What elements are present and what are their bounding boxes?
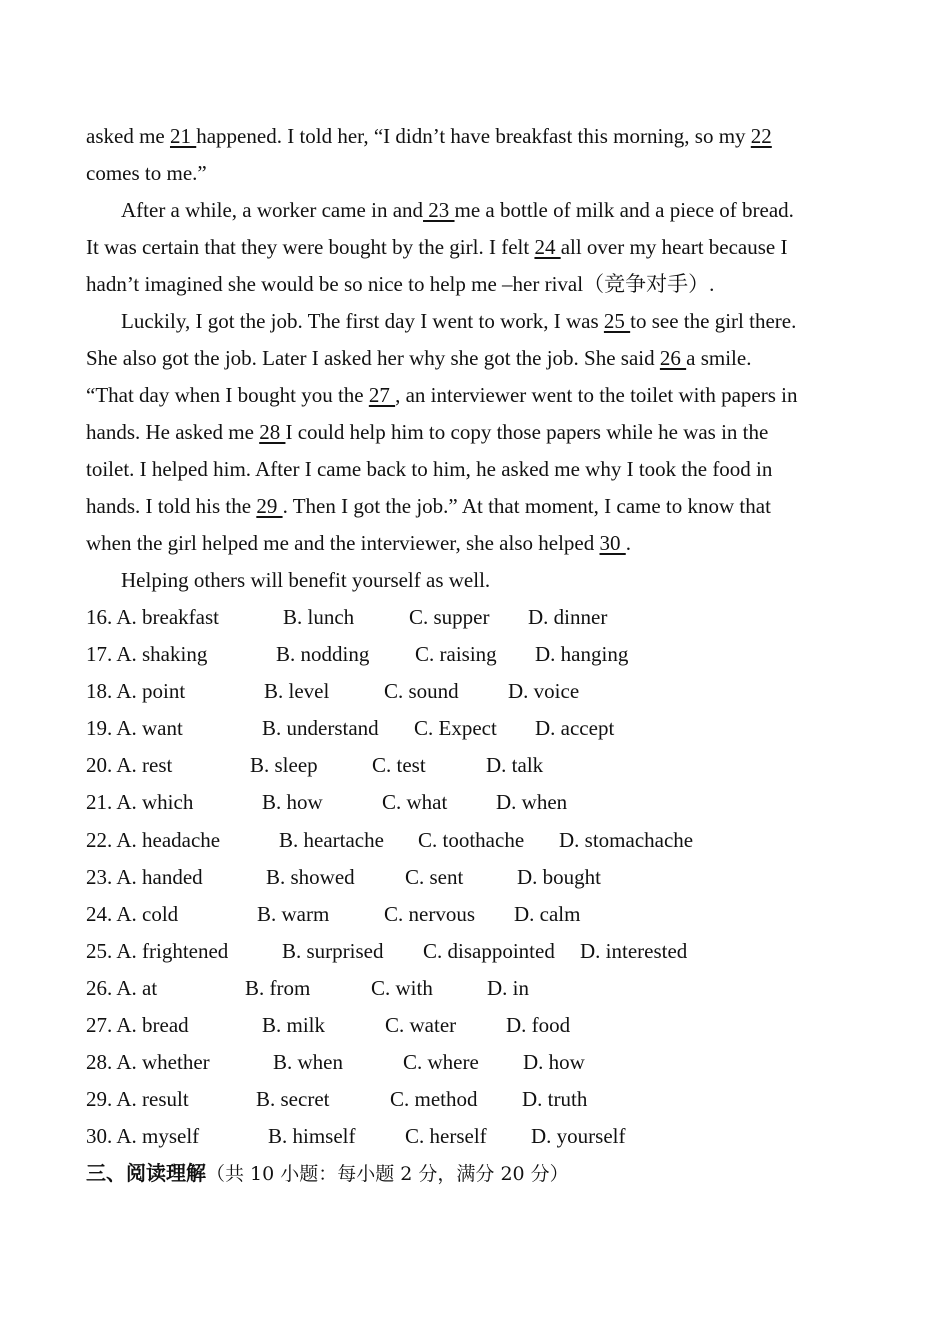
answer-blank: 30 bbox=[599, 531, 626, 555]
passage-text: happened. I told her, “I didn’t have breakfast this morning, so my bbox=[196, 124, 751, 148]
question-number-option-a: 18. A. point bbox=[86, 679, 186, 704]
passage-line bbox=[86, 303, 866, 340]
question-row bbox=[86, 673, 866, 710]
option-d: D. truth bbox=[522, 1087, 588, 1112]
option-d: D. yourself bbox=[531, 1124, 626, 1149]
question-number-option-a: 17. A. shaking bbox=[86, 642, 208, 667]
passage-text: , an interviewer went to the toilet with papers in bbox=[395, 383, 798, 407]
answer-blank: 22 bbox=[750, 124, 772, 148]
option-d: D. dinner bbox=[528, 605, 608, 629]
passage-line bbox=[86, 488, 866, 525]
answer-blank: 27 bbox=[368, 383, 396, 407]
option-c: C. what bbox=[382, 790, 448, 815]
option-b: B. secret bbox=[256, 1087, 330, 1112]
option-b: B. sleep bbox=[250, 753, 318, 778]
passage-text: I could help him to copy those papers while he was in the bbox=[285, 420, 769, 444]
option-c: C. disappointed bbox=[423, 938, 555, 963]
answer-blank: 21 bbox=[169, 124, 197, 148]
exam-page bbox=[86, 118, 866, 1192]
passage-text: toilet. I helped him. After I came back to him, he asked me why I took the food in bbox=[86, 457, 773, 481]
question-row bbox=[86, 1081, 866, 1118]
option-b: B. warm bbox=[257, 901, 330, 926]
question-number-option-a: 22. A. headache bbox=[86, 827, 221, 852]
question-number-option-a: 16. A. breakfast bbox=[86, 605, 219, 629]
passage-line bbox=[86, 377, 866, 414]
question-number-option-a: 20. A. rest bbox=[86, 753, 173, 778]
passage-text: . Then I got the job.” At that moment, I came to know that bbox=[282, 494, 771, 518]
option-b: B. when bbox=[273, 1050, 343, 1075]
option-d: D. food bbox=[506, 1013, 571, 1038]
passage-line bbox=[86, 192, 866, 229]
question-number-option-a: 26. A. at bbox=[86, 975, 158, 1000]
option-c: C. Expect bbox=[414, 716, 497, 741]
option-d: D. accept bbox=[535, 716, 615, 741]
option-b: B. level bbox=[264, 679, 330, 704]
option-b: B. lunch bbox=[283, 605, 355, 629]
option-d: D. in bbox=[487, 975, 529, 1000]
question-number-option-a: 27. A. bread bbox=[86, 1013, 189, 1038]
option-b: B. nodding bbox=[276, 642, 370, 667]
passage-text: comes to me.” bbox=[86, 161, 207, 185]
section-title: 三、阅读理解 bbox=[86, 1161, 206, 1186]
option-c: C. nervous bbox=[384, 901, 475, 926]
question-number-option-a: 21. A. which bbox=[86, 790, 194, 815]
question-number-option-a: 30. A. myself bbox=[86, 1124, 200, 1149]
passage-text: asked me bbox=[86, 124, 170, 148]
option-b: B. showed bbox=[266, 864, 355, 889]
question-row bbox=[86, 636, 866, 673]
passage-line bbox=[86, 155, 866, 192]
passage-text: hands. He asked me bbox=[86, 420, 260, 444]
question-row bbox=[86, 933, 866, 970]
answer-blank: 26 bbox=[659, 346, 687, 370]
option-c: C. supper bbox=[409, 605, 490, 629]
option-b: B. heartache bbox=[279, 827, 384, 852]
option-c: C. where bbox=[403, 1050, 479, 1075]
question-row bbox=[86, 859, 866, 896]
option-b: B. from bbox=[245, 975, 311, 1000]
passage-line bbox=[86, 525, 866, 562]
answer-blank: 29 bbox=[256, 494, 283, 518]
passage-text: “That day when I bought you the bbox=[86, 383, 369, 407]
passage-line bbox=[86, 562, 866, 599]
option-d: D. voice bbox=[508, 679, 580, 704]
option-b: B. milk bbox=[262, 1013, 326, 1038]
passage-line bbox=[86, 451, 866, 488]
option-c: C. method bbox=[390, 1087, 478, 1112]
passage-line bbox=[86, 118, 866, 155]
cloze-passage bbox=[86, 118, 866, 599]
option-b: B. how bbox=[262, 790, 323, 815]
section-heading bbox=[86, 1155, 866, 1192]
option-c: C. toothache bbox=[418, 827, 525, 852]
question-row bbox=[86, 1007, 866, 1044]
question-row bbox=[86, 822, 866, 859]
answer-blank: 24 bbox=[534, 235, 561, 259]
passage-text: to see the girl there. bbox=[630, 309, 797, 333]
passage-text: a smile. bbox=[686, 346, 752, 370]
option-d: D. interested bbox=[580, 938, 688, 963]
passage-line bbox=[86, 414, 866, 451]
option-d: D. calm bbox=[514, 901, 581, 926]
option-d: D. stomachache bbox=[559, 827, 694, 852]
passage-text: hadn’t imagined she would be so nice to help me –her rival（竞争对手）. bbox=[86, 272, 715, 296]
passage-text: me a bottle of milk and a piece of bread. bbox=[454, 198, 794, 222]
passage-text: . bbox=[625, 531, 631, 555]
option-d: D. hanging bbox=[535, 642, 629, 667]
question-row bbox=[86, 1044, 866, 1081]
question-row bbox=[86, 784, 866, 821]
option-c: C. sound bbox=[384, 679, 459, 704]
option-d: D. when bbox=[496, 790, 568, 815]
option-c: C. herself bbox=[405, 1124, 487, 1149]
option-c: C. water bbox=[385, 1013, 457, 1038]
passage-text: all over my heart because I bbox=[560, 235, 788, 259]
question-number-option-a: 28. A. whether bbox=[86, 1050, 210, 1075]
answer-blank: 28 bbox=[259, 420, 286, 444]
option-c: C. sent bbox=[405, 864, 464, 889]
question-number-option-a: 23. A. handed bbox=[86, 864, 203, 889]
answer-blank: 25 bbox=[603, 309, 631, 333]
passage-text: when the girl helped me and the interviewer, she also helped bbox=[86, 531, 600, 555]
answer-blank: 23 bbox=[423, 198, 455, 222]
option-d: D. bought bbox=[517, 864, 601, 889]
question-row bbox=[86, 1118, 866, 1155]
passage-text: hands. I told his the bbox=[86, 494, 257, 518]
question-row bbox=[86, 599, 866, 636]
option-d: D. how bbox=[523, 1050, 585, 1075]
option-b: B. himself bbox=[268, 1124, 356, 1149]
passage-line bbox=[86, 266, 866, 303]
question-number-option-a: 24. A. cold bbox=[86, 901, 179, 926]
passage-text: Helping others will benefit yourself as well. bbox=[121, 568, 491, 592]
passage-text: After a while, a worker came in and bbox=[121, 198, 424, 222]
question-row bbox=[86, 970, 866, 1007]
question-number-option-a: 25. A. frightened bbox=[86, 938, 229, 963]
option-c: C. test bbox=[372, 753, 426, 778]
option-c: C. with bbox=[371, 975, 433, 1000]
option-d: D. talk bbox=[486, 753, 544, 778]
passage-line bbox=[86, 340, 866, 377]
question-row bbox=[86, 896, 866, 933]
passage-text: Luckily, I got the job. The first day I went to work, I was bbox=[121, 309, 604, 333]
option-c: C. raising bbox=[415, 642, 497, 667]
option-b: B. surprised bbox=[282, 938, 384, 963]
passage-text: It was certain that they were bought by the girl. I felt bbox=[86, 235, 535, 259]
passage-line bbox=[86, 229, 866, 266]
section-note: （共 10 小题：每小题 2 分，满分 20 分） bbox=[206, 1163, 569, 1186]
option-b: B. understand bbox=[262, 716, 379, 741]
question-number-option-a: 29. A. result bbox=[86, 1087, 189, 1112]
passage-text: She also got the job. Later I asked her why she got the job. She said bbox=[86, 346, 660, 370]
question-row bbox=[86, 747, 866, 784]
question-number-option-a: 19. A. want bbox=[86, 716, 183, 741]
question-row bbox=[86, 710, 866, 747]
cloze-question-list bbox=[86, 599, 866, 1155]
